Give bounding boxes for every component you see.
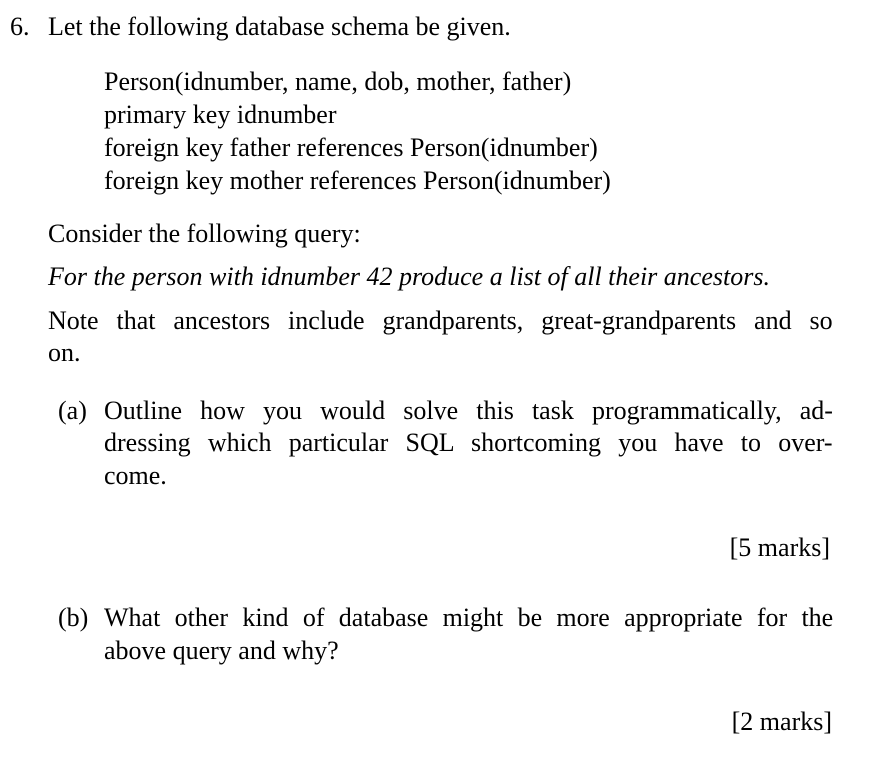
- part-b-line: above query and why?: [104, 636, 339, 665]
- part-a-line: Outline how you would solve this task programmatically, ad-: [104, 396, 833, 425]
- part-b-marks: [2 marks]: [731, 707, 832, 736]
- part-a-line: come.: [104, 461, 167, 490]
- schema-line: foreign key father references Person(idnumber): [104, 133, 598, 162]
- note-line-2: on.: [48, 338, 81, 367]
- part-a-marks: [5 marks]: [729, 533, 830, 562]
- question-intro: Let the following database schema be given.: [48, 12, 511, 41]
- schema-line: Person(idnumber, name, dob, mother, father): [104, 67, 572, 96]
- question-number: 6.: [10, 12, 30, 41]
- schema-line: primary key idnumber: [104, 100, 337, 129]
- part-a-line: dressing which particular SQL shortcoming you have to over-: [104, 428, 833, 457]
- query-text: For the person with idnumber 42 produce a list of all their ancestors.: [48, 262, 770, 291]
- note-line-1: Note that ancestors include grandparents, great-grandparents and so: [48, 306, 833, 335]
- part-b-label: (b): [58, 603, 89, 632]
- part-a-label: (a): [58, 396, 87, 425]
- consider-text: Consider the following query:: [48, 219, 361, 248]
- part-b-line: What other kind of database might be more appropriate for the: [104, 603, 834, 632]
- schema-line: foreign key mother references Person(idnumber): [104, 166, 611, 195]
